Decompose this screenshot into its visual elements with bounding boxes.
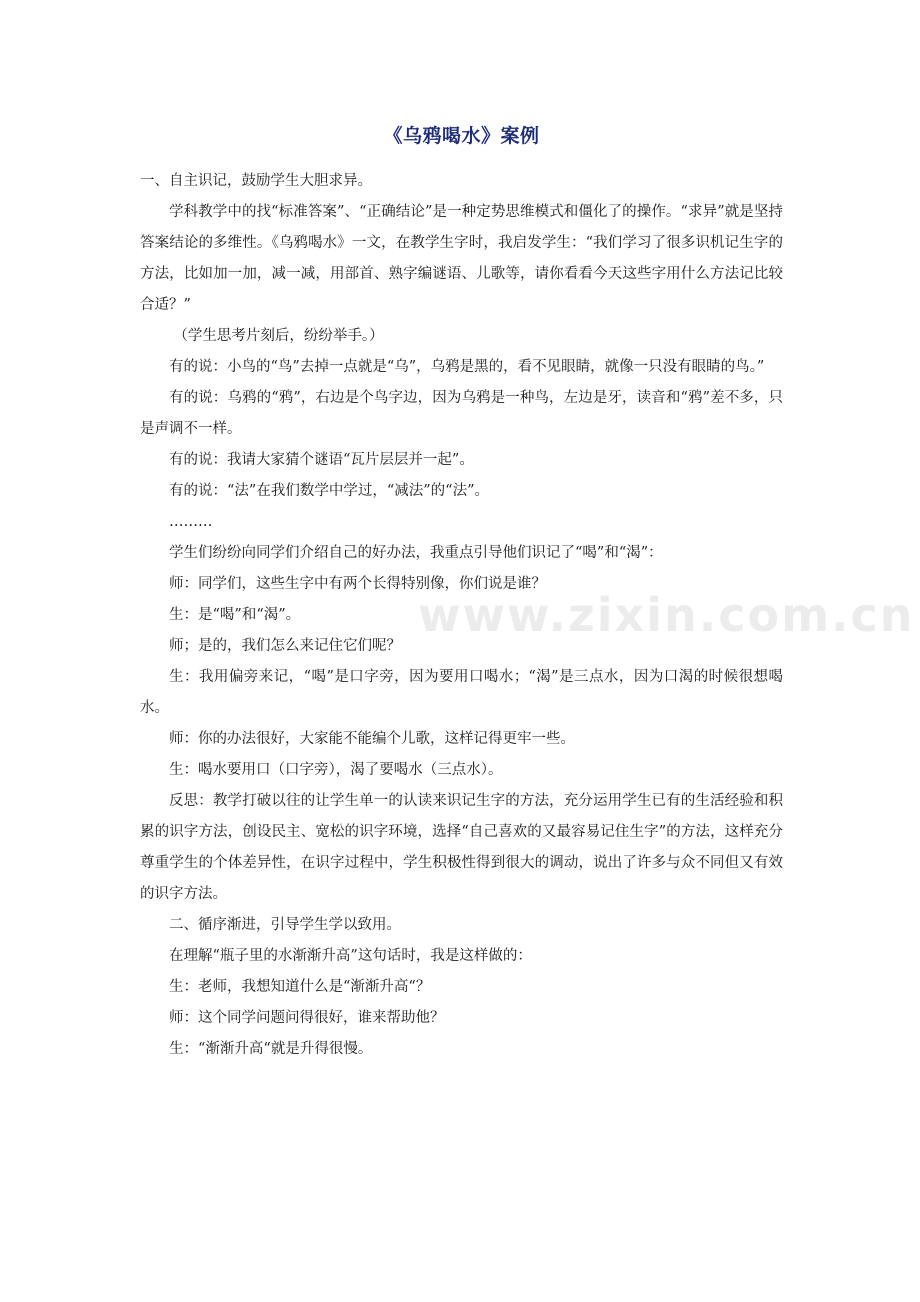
paragraph: 生：“渐渐升高“就是升得很慢。: [169, 1041, 373, 1057]
paragraph: 师：你的办法很好，大家能不能编个儿歌，这样记得更牢一些。: [169, 731, 575, 747]
paragraph: 师：这个同学问题问得很好，谁来帮助他？: [169, 1010, 445, 1026]
paragraph: 有的说：小鸟的“鸟”去掉一点就是“乌”，乌鸦是黑的，看不见眼睛，就像一只没有眼睛的鸟。”: [169, 359, 765, 375]
document-page: [140, 118, 783, 1065]
paragraph: 有的说：“法”在我们数学中学过，“减法”的“法”。: [169, 483, 489, 499]
paragraph: 生：我用偏旁来记，“喝”是口字旁，因为要用口喝水；“渴”是三点水，因为口渴的时候很想喝水。: [140, 669, 783, 716]
paragraph: 二、循序渐进，引导学生学以致用。: [169, 917, 401, 933]
paragraph: 生：是“喝”和“渴”。: [169, 607, 301, 623]
paragraph: 有的说：乌鸦的“鸦”，右边是个鸟字边，因为乌鸦是一种鸟，左边是牙，读音和“鸦”差不多，只是声调不一样。: [140, 390, 783, 437]
paragraph: 一、自主识记，鼓励学生大胆求异。: [140, 173, 372, 189]
paragraph: 有的说：我请大家猜个谜语“瓦片层层并一起”。: [169, 452, 474, 468]
paragraph: 师：同学们，这些生字中有两个长得特别像，你们说是谁？: [169, 576, 546, 592]
paragraph: 在理解“瓶子里的水渐渐升高”这句话时，我是这样做的：: [169, 948, 532, 964]
paragraph: 反思：教学打破以往的让学生单一的认读来识记生字的方法，充分运用学生已有的生活经验和积累的识字方法，创设民主、宽松的识字环境，选择“自己喜欢的又最容易记住生字”的方法，这样充分尊重学生的个体差异性，在识字过程中，学生积极性得到很大的调动，说出了许多与众不同但又有效的识字方法。: [140, 793, 783, 902]
document-title: 《乌鸦喝水》案例: [383, 125, 540, 147]
paragraph: （学生思考片刻后，纷纷举手。）: [173, 328, 384, 344]
paragraph: ………: [169, 514, 213, 530]
watermark-text: www.zixin.com.cn: [418, 588, 915, 642]
paragraph: 学科教学中的找“标准答案”、“正确结论”是一种定势思维模式和僵化了的操作。“求异”就是坚持答案结论的多维性。《乌鸦喝水》一文，在教学生字时，我启发学生：“我们学习了很多识机记生字的方法，比如加一加，减一减，用部首、熟字编谜语、儿歌等，请你看看今天这些字用什么方法记比较合适？”: [140, 204, 783, 313]
paragraph: 生：喝水要用口（口字旁），渴了要喝水（三点水）。: [169, 762, 503, 778]
paragraph: 师；是的，我们怎么来记住它们呢？: [169, 638, 401, 654]
paragraph: 生：老师，我想知道什么是“渐渐升高“？: [169, 979, 431, 995]
document-body: [140, 166, 783, 1065]
paragraph: 学生们纷纷向同学们介绍自己的好办法，我重点引导他们识记了“喝”和“渴”：: [169, 545, 663, 561]
